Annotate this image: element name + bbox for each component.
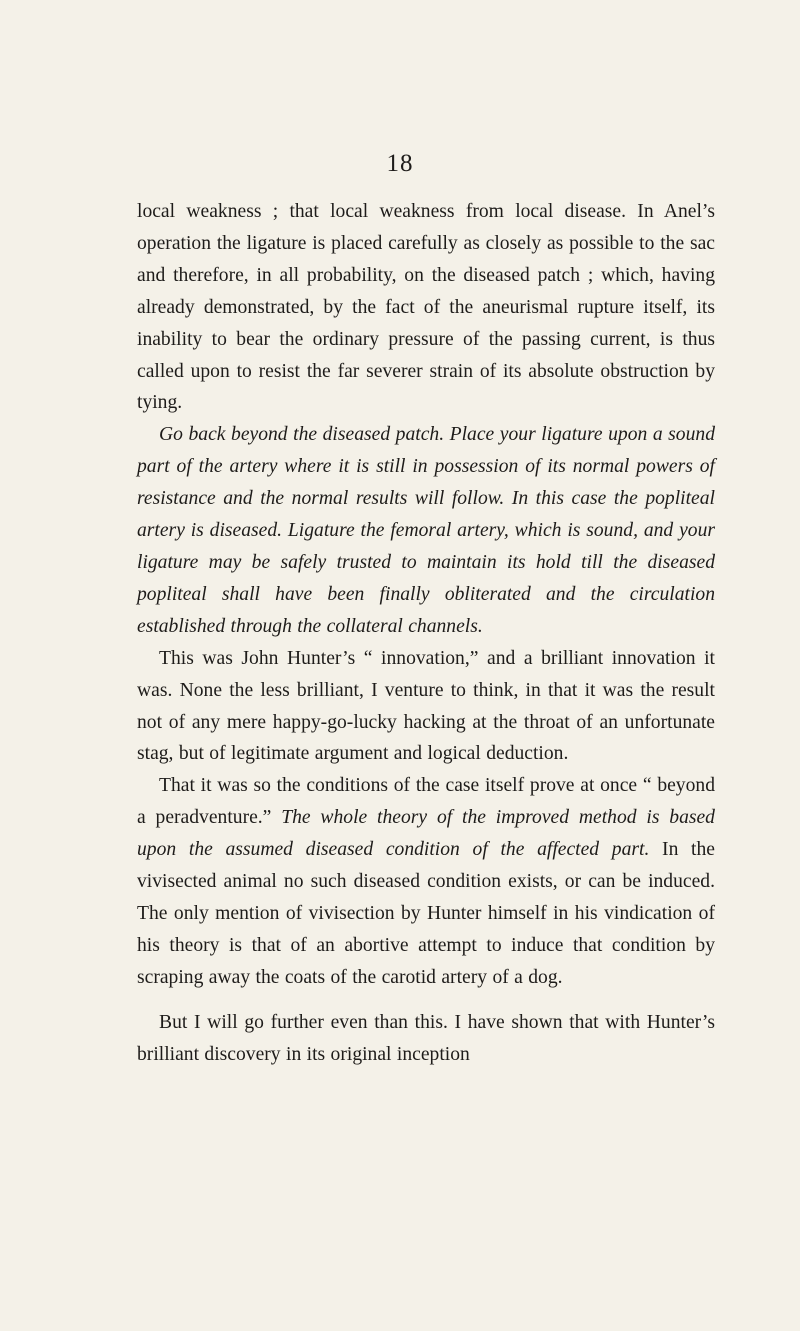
paragraph-anel-operation: local weakness ; that local weakness from local disease. In Anel’s operation the ligature is placed carefully as closely as possible to the sac and therefore, in all probability, on the diseased patch ; which, having already demonstrated, by the fact of the aneurismal rupture itself, its inability to bear the ordinary pressure of the passing current, is thus called upon to resist the far severer strain of its absolute obstruction by tying.	[137, 201, 715, 414]
conditions-text-end: In the vivisected animal no such diseased condition exists, or can be induced. The only mention of vivisection by Hunter himself in his vindication of his theory is that of an abortive attempt to induce that condition by scraping away the coats of the carotid artery of a dog.	[137, 839, 715, 988]
paragraph-further: But I will go further even than this. I have shown that with Hunter’s brilliant discovery in its original inception	[137, 1011, 715, 1065]
paragraph-italic-instruction	[137, 419, 715, 642]
page-number: 18	[386, 150, 414, 177]
conditions-italic-text: The whole theory of the improved method is based upon the assumed diseased condition of the affected part.	[137, 807, 715, 861]
conditions-text-start: That it was so the conditions of the case itself prove at once “ beyond a peradventure.”	[137, 775, 715, 829]
italic-instruction-text: Go back beyond the diseased patch. Place your ligature upon a sound part of the artery where it is still in possession of its normal powers of resistance and the normal results will follow. In this case the popliteal artery is diseased. Ligature the femoral artery, which is sound, and your ligature may be safely trusted to maintain its hold till the diseased popliteal shall have been finally obliterated and the circulation established through the collateral channels.	[137, 424, 715, 637]
body-text	[137, 196, 715, 1070]
paragraph-hunter-innovation: This was John Hunter’s “ innovation,” and a brilliant innovation it was. None the less brilliant, I venture to think, in that it was the result not of any mere happy-go-lucky hacking at the throat of an unfortunate stag, but of legitimate argument and logical deduction.	[137, 647, 715, 765]
paragraph-conditions	[137, 770, 715, 993]
